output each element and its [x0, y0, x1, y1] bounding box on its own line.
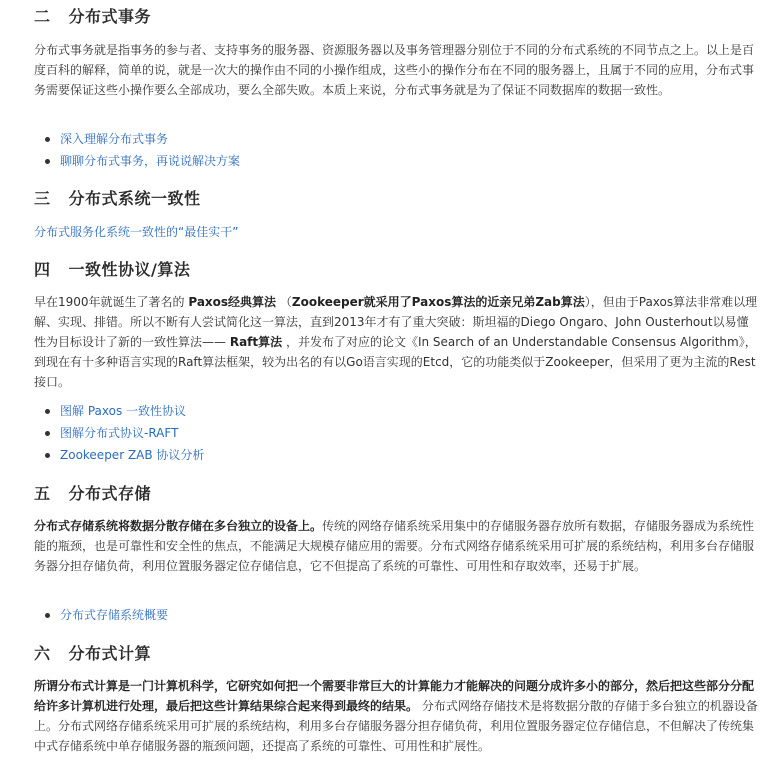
section-number: 三: [34, 189, 51, 208]
section-number: 二: [34, 7, 51, 26]
section-paragraph: [34, 676, 758, 756]
section-consensus-protocol: [34, 259, 758, 281]
section-distributed-computing: [34, 643, 758, 665]
text-run: 分布式网络存储技术是将数据分散的存储于多台独立的机器设备上。分布式网络存储系统采用可扩展的系统结构，利用多台存储服务器分担存储负荷，利用位置服务器定位存储信息，不但解决了传统集中式存储系统中单存储服务器的瓶颈问题，还提高了系统的可靠性、可用性和扩展性。: [34, 699, 758, 753]
bold-run: Raft算法: [229, 335, 283, 349]
section-consistency: [34, 188, 758, 210]
section-paragraph: [34, 516, 758, 576]
link-list: [34, 400, 758, 466]
section-title: 分布式事务: [68, 7, 152, 26]
section-heading: [34, 259, 758, 281]
link-zab-analysis[interactable]: Zookeeper ZAB 协议分析: [60, 448, 205, 462]
paragraph: [34, 516, 758, 576]
list-item: [60, 604, 758, 626]
list-item: [60, 422, 758, 444]
text-run: ，并发布了对应的论文《In Search of an Understandable Consensus Algorithm》，到现在有十多种语言实现的Raft算法框架，较为出名的有以Go语言实现的Etcd，它的功能类似于Zookeeper，但采用了更为主流的Rest接口。: [34, 335, 757, 389]
section-heading: [34, 188, 758, 210]
paragraph: 分布式事务就是指事务的参与者、支持事务的服务器、资源服务器以及事务管理器分别位于不同的分布式系统的不同节点之上。以上是百度百科的解释，简单的说，就是一次大的操作由不同的小操作组成，这些小的操作分布在不同的服务器上，且属于不同的应用，分布式事务需要保证这些小操作要么全部成功，要么全部失败。本质上来说，分布式事务就是为了保证不同数据库的数据一致性。: [34, 43, 755, 97]
paragraph: [34, 292, 758, 392]
section-title: 分布式存储: [68, 484, 152, 503]
section-paragraph: [34, 292, 758, 392]
list-item: [60, 444, 758, 466]
bold-run: 所谓分布式计算是一门计算机科学，它研究如何把一个需要非常巨大的计算能力才能解决的问题分成许多小的部分，然后把这些部分分配给许多计算机进行处理，最后把这些计算结果综合起来得到最终的结果。: [34, 679, 755, 713]
section-distributed-transaction: [34, 6, 758, 28]
text-run: ），但由于Paxos算法非常难以理解、实现、排错。所以不断有人尝试简化这一算法，直到2013年才有了重大突破：斯坦福的Diego Ongaro、John Ousterhout以易懂性为目标设计了新的一致性算法——: [34, 295, 758, 349]
section-distributed-storage: [34, 483, 758, 505]
link-storage-overview[interactable]: 分布式存储系统概要: [60, 608, 169, 622]
section-title: 分布式系统一致性: [68, 189, 201, 208]
bold-run: 分布式存储系统将数据分散存储在多台独立的设备上。: [34, 519, 323, 533]
text-run: （: [276, 295, 292, 309]
section-heading: [34, 6, 758, 28]
list-item: [60, 128, 758, 150]
list-item: [60, 400, 758, 422]
paragraph: [34, 676, 758, 756]
link-raft-illustrated[interactable]: 图解分布式协议-RAFT: [60, 426, 179, 440]
section-number: 四: [34, 260, 51, 279]
section-number: 六: [34, 644, 51, 663]
bold-run: Zookeeper就采用了Paxos算法的近亲兄弟Zab算法: [291, 295, 585, 309]
link-list: [34, 128, 758, 172]
list-item: [60, 150, 758, 172]
section-heading: [34, 483, 758, 505]
text-run: 传统的网络存储系统采用集中的存储服务器存放所有数据，存储服务器成为系统性能的瓶颈，也是可靠性和安全性的焦点，不能满足大规模存储应用的需要。分布式网络存储系统采用可扩展的系统结构，利用多台存储服务器分担存储负荷，利用位置服务器定位存储信息，它不但提高了系统的可靠性、可用性和存取效率，还易于扩展。: [34, 519, 755, 573]
section-number: 五: [34, 484, 51, 503]
section-title: 分布式计算: [68, 644, 152, 663]
link-best-practice[interactable]: 分布式服务化系统一致性的“最佳实干”: [34, 225, 239, 239]
section-paragraph: [34, 40, 758, 100]
bold-run: Paxos经典算法: [188, 295, 277, 309]
link-paxos-illustrated[interactable]: 图解 Paxos 一致性协议: [60, 404, 187, 418]
link-list: [34, 604, 758, 626]
text-run: 早在1900年就诞生了著名的: [34, 295, 189, 309]
link-deep-understanding-distributed-transaction[interactable]: 深入理解分布式事务: [60, 132, 169, 146]
link-line: [34, 222, 758, 242]
section-heading: [34, 643, 758, 665]
link-distributed-transaction-solutions[interactable]: 聊聊分布式事务，再说说解决方案: [60, 154, 241, 168]
section-title: 一致性协议/算法: [68, 260, 191, 279]
